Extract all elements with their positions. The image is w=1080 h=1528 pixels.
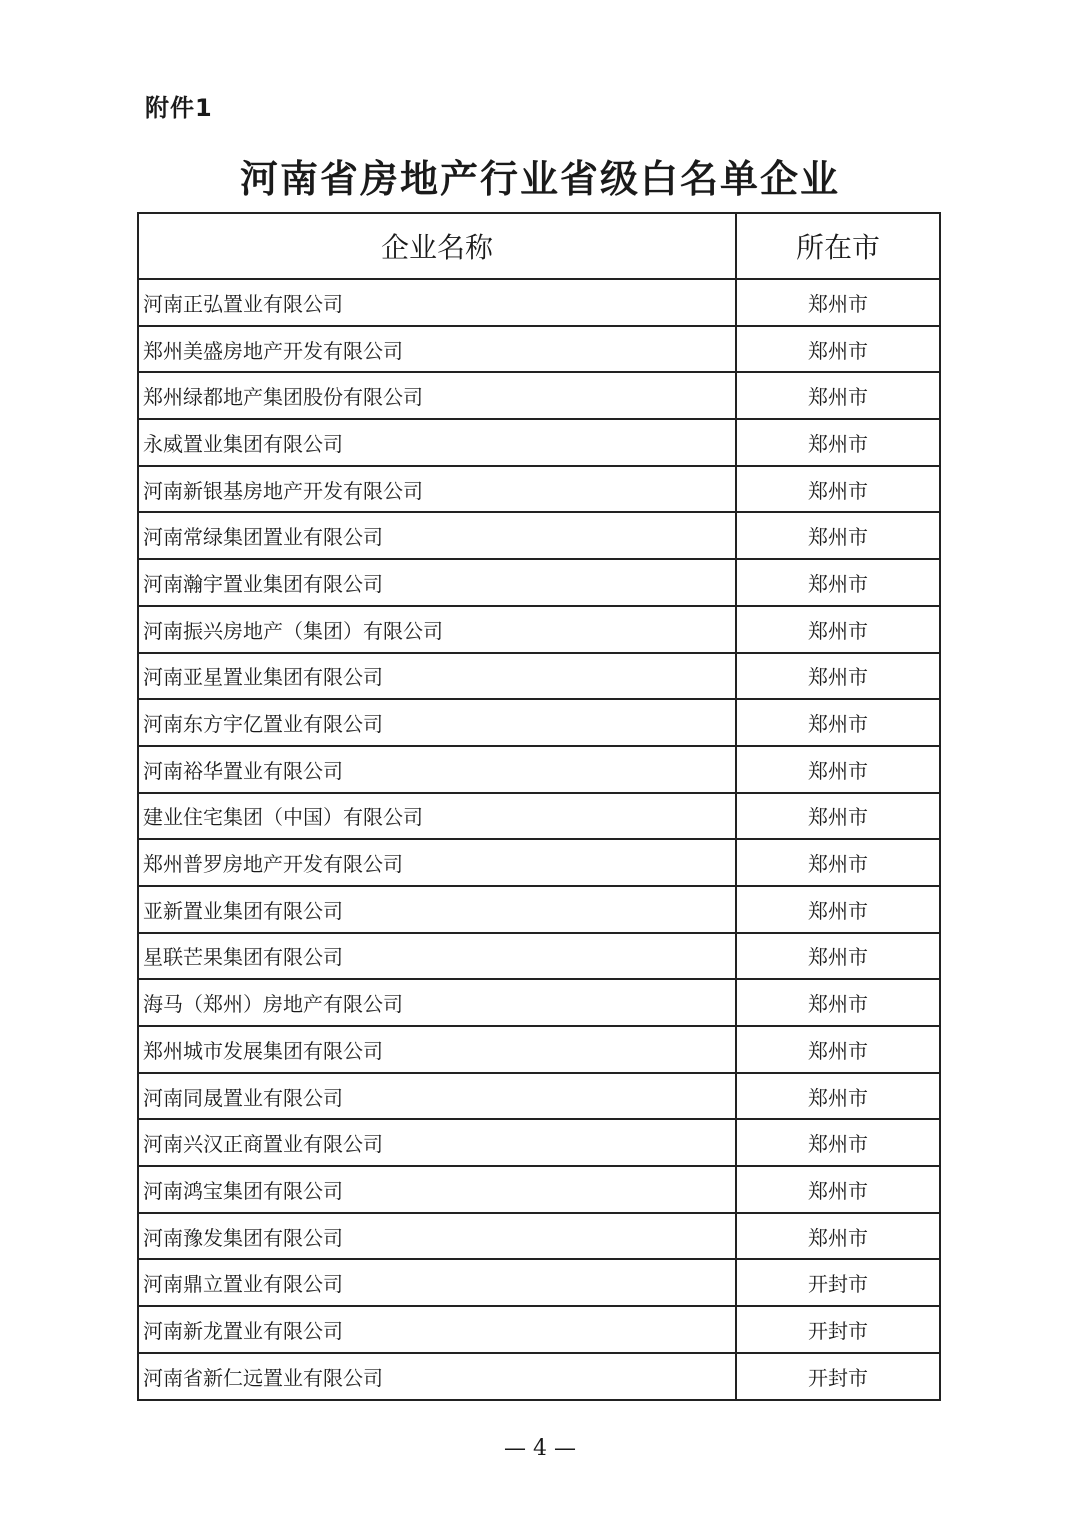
table-row bbox=[138, 699, 940, 746]
city-cell: 郑州市 bbox=[736, 559, 940, 606]
table-row bbox=[138, 466, 940, 513]
company-name-cell: 河南振兴房地产（集团）有限公司 bbox=[138, 606, 736, 653]
company-name-cell: 河南兴汉正商置业有限公司 bbox=[138, 1119, 736, 1166]
city-cell: 郑州市 bbox=[736, 653, 940, 700]
company-name-cell: 郑州普罗房地产开发有限公司 bbox=[138, 839, 736, 886]
table-row bbox=[138, 793, 940, 840]
company-name-cell: 河南鼎立置业有限公司 bbox=[138, 1259, 736, 1306]
column-header-company-name: 企业名称 bbox=[138, 213, 736, 279]
city-cell: 郑州市 bbox=[736, 746, 940, 793]
table-body bbox=[138, 279, 940, 1400]
page-number: — 4 — bbox=[504, 1436, 576, 1461]
company-name-cell: 河南同晟置业有限公司 bbox=[138, 1073, 736, 1120]
table-row bbox=[138, 279, 940, 326]
table-row bbox=[138, 1353, 940, 1400]
table-row bbox=[138, 1119, 940, 1166]
city-cell: 郑州市 bbox=[736, 606, 940, 653]
city-cell: 郑州市 bbox=[736, 1166, 940, 1213]
table-row bbox=[138, 746, 940, 793]
company-name-cell: 河南新龙置业有限公司 bbox=[138, 1306, 736, 1353]
company-name-cell: 河南瀚宇置业集团有限公司 bbox=[138, 559, 736, 606]
city-cell: 郑州市 bbox=[736, 1073, 940, 1120]
table-row bbox=[138, 559, 940, 606]
city-cell: 郑州市 bbox=[736, 1026, 940, 1073]
company-name-cell: 建业住宅集团（中国）有限公司 bbox=[138, 793, 736, 840]
city-cell: 开封市 bbox=[736, 1306, 940, 1353]
document-title: 河南省房地产行业省级白名单企业 bbox=[239, 156, 840, 201]
table-row bbox=[138, 326, 940, 373]
table-row bbox=[138, 419, 940, 466]
table-row bbox=[138, 1259, 940, 1306]
column-header-city: 所在市 bbox=[736, 213, 940, 279]
city-cell: 郑州市 bbox=[736, 793, 940, 840]
company-name-cell: 河南新银基房地产开发有限公司 bbox=[138, 466, 736, 513]
company-name-cell: 河南常绿集团置业有限公司 bbox=[138, 512, 736, 559]
company-name-cell: 河南正弘置业有限公司 bbox=[138, 279, 736, 326]
company-name-cell: 河南裕华置业有限公司 bbox=[138, 746, 736, 793]
city-cell: 郑州市 bbox=[736, 1213, 940, 1260]
city-cell: 开封市 bbox=[736, 1259, 940, 1306]
city-cell: 郑州市 bbox=[736, 512, 940, 559]
city-cell: 郑州市 bbox=[736, 979, 940, 1026]
table-row bbox=[138, 606, 940, 653]
company-name-cell: 海马（郑州）房地产有限公司 bbox=[138, 979, 736, 1026]
company-name-cell: 郑州美盛房地产开发有限公司 bbox=[138, 326, 736, 373]
city-cell: 郑州市 bbox=[736, 279, 940, 326]
table-row bbox=[138, 1073, 940, 1120]
city-cell: 郑州市 bbox=[736, 886, 940, 933]
company-name-cell: 亚新置业集团有限公司 bbox=[138, 886, 736, 933]
table-row bbox=[138, 886, 940, 933]
company-name-cell: 郑州绿都地产集团股份有限公司 bbox=[138, 372, 736, 419]
table-row bbox=[138, 933, 940, 980]
table-header-row bbox=[138, 213, 940, 279]
whitelist-table bbox=[137, 212, 941, 1401]
table-row bbox=[138, 979, 940, 1026]
city-cell: 郑州市 bbox=[736, 326, 940, 373]
city-cell: 郑州市 bbox=[736, 1119, 940, 1166]
table-row bbox=[138, 1213, 940, 1260]
city-cell: 郑州市 bbox=[736, 419, 940, 466]
city-cell: 郑州市 bbox=[736, 466, 940, 513]
city-cell: 郑州市 bbox=[736, 933, 940, 980]
city-cell: 郑州市 bbox=[736, 839, 940, 886]
table-row bbox=[138, 1166, 940, 1213]
city-cell: 郑州市 bbox=[736, 372, 940, 419]
company-name-cell: 河南鸿宝集团有限公司 bbox=[138, 1166, 736, 1213]
table-row bbox=[138, 839, 940, 886]
company-name-cell: 郑州城市发展集团有限公司 bbox=[138, 1026, 736, 1073]
company-name-cell: 永威置业集团有限公司 bbox=[138, 419, 736, 466]
company-name-cell: 星联芒果集团有限公司 bbox=[138, 933, 736, 980]
table-row bbox=[138, 512, 940, 559]
table-row bbox=[138, 653, 940, 700]
attachment-label: 附件1 bbox=[145, 94, 213, 122]
city-cell: 郑州市 bbox=[736, 699, 940, 746]
company-name-cell: 河南省新仁远置业有限公司 bbox=[138, 1353, 736, 1400]
city-cell: 开封市 bbox=[736, 1353, 940, 1400]
table-row bbox=[138, 1306, 940, 1353]
company-name-cell: 河南豫发集团有限公司 bbox=[138, 1213, 736, 1260]
table-row bbox=[138, 1026, 940, 1073]
company-name-cell: 河南东方宇亿置业有限公司 bbox=[138, 699, 736, 746]
company-name-cell: 河南亚星置业集团有限公司 bbox=[138, 653, 736, 700]
table-row bbox=[138, 372, 940, 419]
